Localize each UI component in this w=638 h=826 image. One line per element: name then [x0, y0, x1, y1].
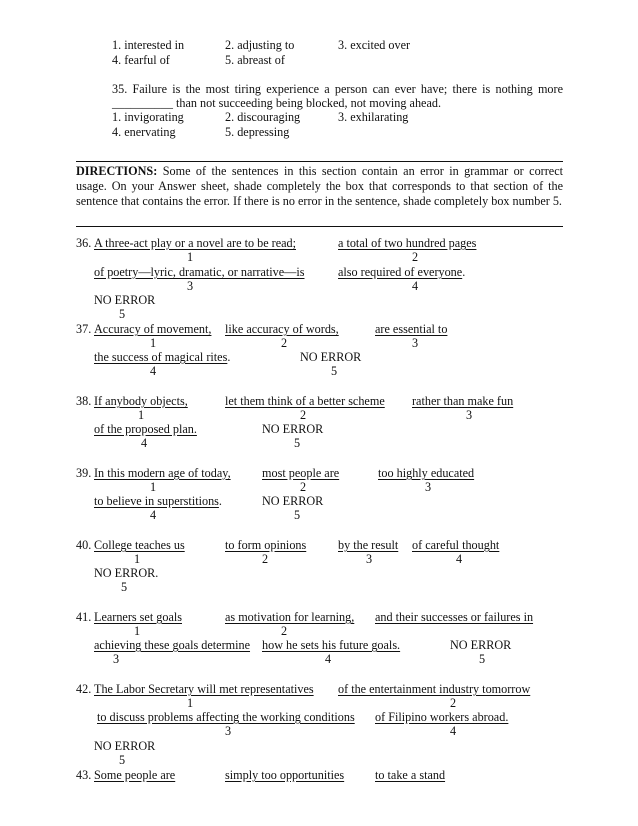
segment-number-5: 5 [121, 580, 128, 594]
segment-4-wrap [338, 265, 465, 279]
segment-1: In this modern age of today, [94, 466, 231, 480]
segment-5: NO ERROR. [94, 566, 159, 580]
segment-number-3: 3 [366, 552, 373, 566]
segment-4-period: . [227, 350, 231, 364]
segment-number-1: 1 [134, 624, 141, 638]
segment-number-1: 1 [187, 250, 194, 264]
segment-5: NO ERROR [450, 638, 512, 652]
segment-number-5: 5 [119, 753, 126, 767]
segment-number-4: 4 [412, 279, 419, 293]
segment-number-2: 2 [281, 336, 288, 350]
segment-1: The Labor Secretary will met representatives [94, 682, 314, 696]
segment-number-4: 4 [141, 436, 148, 450]
segment-2: of the entertainment industry tomorrow [338, 682, 531, 696]
directions-top-rule [76, 161, 563, 162]
segment-number-3: 3 [113, 652, 120, 666]
segment-number-5: 5 [294, 508, 301, 522]
segment-4-wrap [94, 494, 222, 508]
segment-number-3: 3 [412, 336, 419, 350]
segment-3-line-1: and their successes or failures in [375, 610, 534, 624]
segment-number-2: 2 [262, 552, 269, 566]
segment-number-3: 3 [187, 279, 194, 293]
segment-3: of poetry—lyric, dramatic, or narrative—is [94, 265, 305, 279]
segment-1: If anybody objects, [94, 394, 188, 408]
segment-4: to believe in superstitions [94, 494, 219, 508]
q34-option-2: 2. adjusting to [225, 38, 295, 52]
segment-5: NO ERROR [262, 494, 324, 508]
q35-option-3: 3. exhilarating [338, 110, 409, 124]
segment-3: to discuss problems affecting the working conditions [97, 710, 355, 724]
segment-number-4: 4 [150, 508, 157, 522]
segment-number-1: 1 [138, 408, 145, 422]
segment-4: of the proposed plan. [94, 422, 197, 436]
segment-4: also required of everyone [338, 265, 463, 279]
question-number: 41. [76, 610, 92, 624]
segment-2: a total of two hundred pages [338, 236, 477, 250]
segment-number-2: 2 [450, 696, 457, 710]
segment-number-3: 3 [466, 408, 473, 422]
segment-5: NO ERROR [94, 293, 156, 307]
question-number: 36. [76, 236, 92, 250]
segment-number-2: 2 [281, 624, 288, 638]
segment-4: of Filipino workers abroad. [375, 710, 509, 724]
q34-option-4: 4. fearful of [112, 53, 170, 67]
segment-3: to take a stand [375, 768, 446, 782]
segment-3: too highly educated [378, 466, 475, 480]
segment-number-1: 1 [150, 480, 157, 494]
segment-1: Learners set goals [94, 610, 182, 624]
segment-2: let them think of a better scheme [225, 394, 385, 408]
segment-number-3: 3 [425, 480, 432, 494]
segment-number-2: 2 [300, 480, 307, 494]
segment-4-period: . [462, 265, 466, 279]
segment-5: NO ERROR [94, 739, 156, 753]
q34-option-1: 1. interested in [112, 38, 185, 52]
q35-stem-line-2: __________ than not succeeding being blocked, not moving ahead. [112, 96, 441, 110]
segment-number-5: 5 [479, 652, 486, 666]
directions-bottom-rule [76, 226, 563, 227]
segment-4-period: . [218, 494, 222, 508]
segment-number-5: 5 [119, 307, 126, 321]
segment-1: Accuracy of movement, [94, 322, 212, 336]
segment-number-3: 3 [225, 724, 232, 738]
question-number: 40. [76, 538, 92, 552]
directions-label: DIRECTIONS: [76, 164, 158, 178]
segment-number-4: 4 [450, 724, 457, 738]
segment-4: how he sets his future goals. [262, 638, 401, 652]
segment-2: simply too opportunities [225, 768, 345, 782]
segment-4: of careful thought [412, 538, 500, 552]
segment-5: NO ERROR [300, 350, 362, 364]
segment-5: NO ERROR [262, 422, 324, 436]
question-number: 37. [76, 322, 92, 336]
segment-2: to form opinions [225, 538, 307, 552]
q34-option-3: 3. excited over [338, 38, 411, 52]
segment-number-5: 5 [294, 436, 301, 450]
segment-4: the success of magical rites [94, 350, 228, 364]
q35-option-5: 5. depressing [225, 125, 290, 139]
segment-1: College teaches us [94, 538, 185, 552]
segment-number-1: 1 [187, 696, 194, 710]
segment-1: Some people are [94, 768, 176, 782]
segment-2: most people are [262, 466, 340, 480]
q35-option-4: 4. enervating [112, 125, 176, 139]
segment-number-2: 2 [300, 408, 307, 422]
segment-number-5: 5 [331, 364, 338, 378]
q34-option-5: 5. abreast of [225, 53, 285, 67]
question-number: 43. [76, 768, 92, 782]
directions-paragraph [76, 164, 563, 209]
segment-2: like accuracy of words, [225, 322, 339, 336]
question-number: 39. [76, 466, 92, 480]
q35-option-2: 2. discouraging [225, 110, 301, 124]
question-number: 42. [76, 682, 92, 696]
segment-number-4: 4 [456, 552, 463, 566]
directions-text: Some of the sentences in this section contain an error in grammar or correct usage. On your Answer sheet, shade completely the box that corresponds to that section of the sentence that contains the error. If there is no error in the sentence, shade completely box number 5. [76, 164, 563, 208]
segment-number-4: 4 [150, 364, 157, 378]
segment-3-line-2: achieving these goals determine [94, 638, 251, 652]
q35-option-1: 1. invigorating [112, 110, 184, 124]
question-number: 38. [76, 394, 92, 408]
segment-4-wrap [94, 350, 230, 364]
segment-3: by the result [338, 538, 399, 552]
segment-number-4: 4 [325, 652, 332, 666]
segment-1: A three-act play or a novel are to be read; [94, 236, 297, 250]
segment-2: as motivation for learning, [225, 610, 355, 624]
segment-3: are essential to [375, 322, 448, 336]
segment-number-2: 2 [412, 250, 419, 264]
segment-number-1: 1 [134, 552, 141, 566]
segment-3: rather than make fun [412, 394, 514, 408]
segment-number-1: 1 [150, 336, 157, 350]
q35-stem-line-1: 35. Failure is the most tiring experience a person can ever have; there is nothing more [112, 82, 563, 96]
